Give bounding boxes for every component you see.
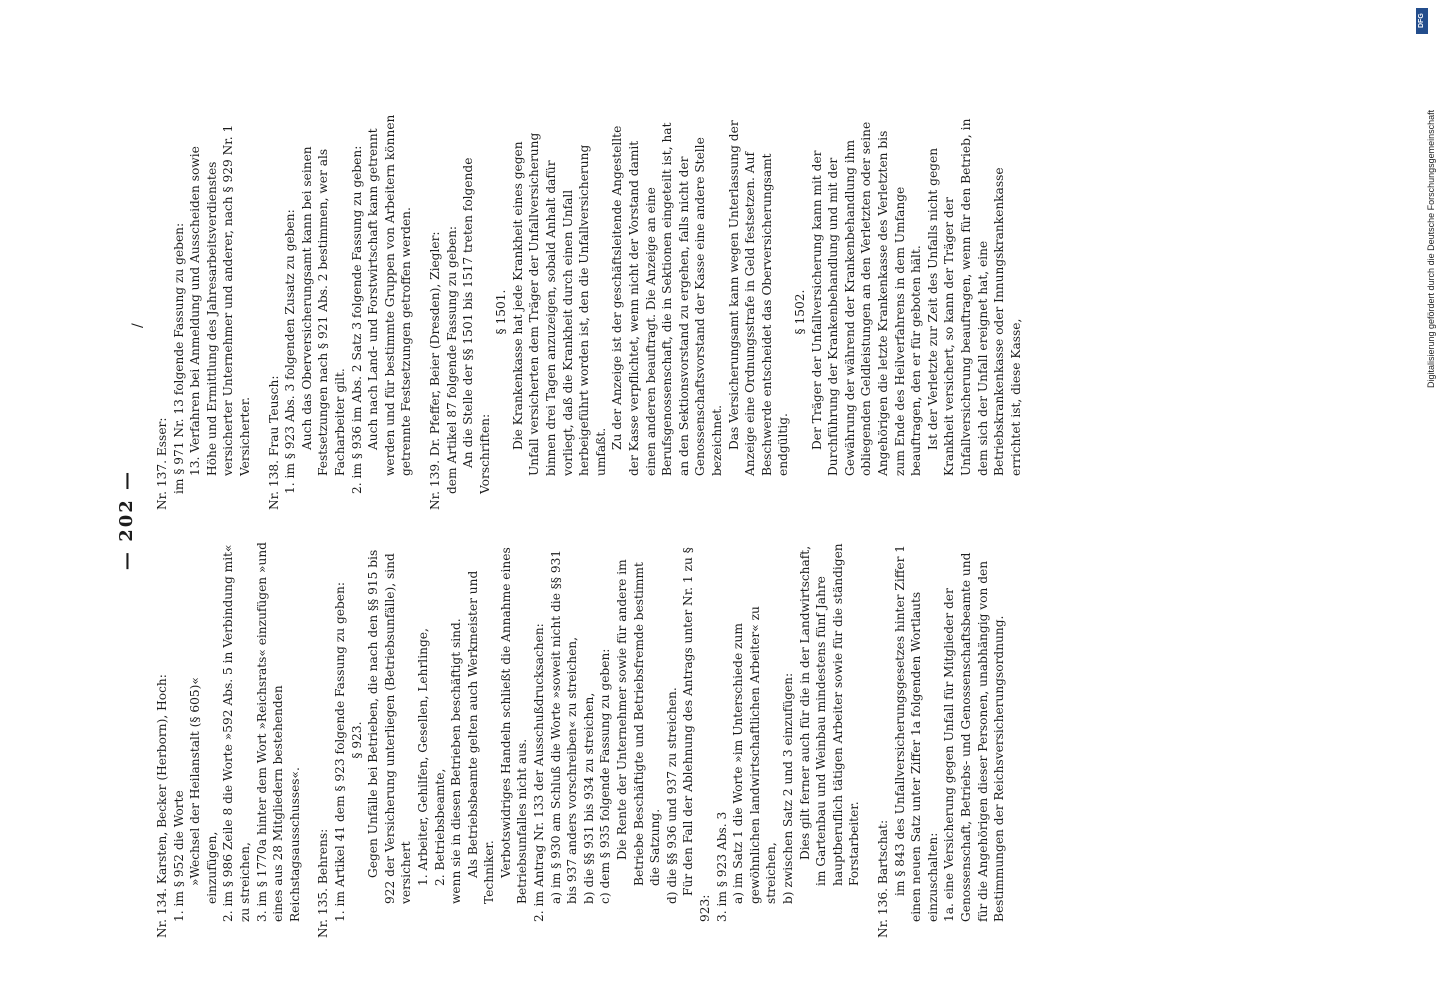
text-paragraph: im § 971 Nr. 13 folgende Fassung zu geben: xyxy=(171,222,186,494)
text-paragraph: 2. im § 936 im Abs. 2 Satz 3 folgende Fassung zu geben: xyxy=(349,145,364,494)
text-paragraph: 1. Arbeiter, Gehilfen, Gesellen, Lehrlinge, xyxy=(415,628,430,886)
digitization-note: Digitalisierung gefördert durch die Deutsche Forschungsgemeinschaft xyxy=(1426,109,1436,388)
text-paragraph: Gegen Unfälle bei Betrieben, die nach den §§ 915 bis 922 der Versicherung unterliegen (Betriebsunfälle), sind versichert xyxy=(366,549,414,904)
text-paragraph: 1. im § 923 Abs. 3 folgenden Zusatz zu geben: xyxy=(283,209,298,494)
text-paragraph: Für den Fall der Ablehnung des Antrags unter Nr. 1 zu § 923: xyxy=(681,547,712,922)
section-heading: § 1501. xyxy=(494,289,509,335)
text-paragraph: 2. im Antrag Nr. 133 der Ausschußdrucksachen: xyxy=(532,623,547,922)
section-heading: § 923. xyxy=(349,721,364,759)
text-paragraph: wenn sie in diesen Betrieben beschäftigt sind. xyxy=(449,618,464,904)
motion-heading: Nr. 137. Esser: xyxy=(155,417,169,510)
text-paragraph: 1. im § 952 die Worte xyxy=(171,790,186,922)
motion-heading: Nr. 138. Frau Teusch: xyxy=(266,375,281,510)
motion-heading: Nr. 134. Karsten, Becker (Herborn), Hoch: xyxy=(155,674,169,938)
text-paragraph: c) dem § 935 folgende Fassung zu geben: xyxy=(598,648,613,904)
motion-heading: Nr. 136. Bartschat: xyxy=(875,819,890,938)
text-paragraph: Auch nach Land- und Forstwirtschaft kann getrennt werden und für bestimmte Gruppen von Arbeitern können getrennte Festsetzungen getroffen werden. xyxy=(366,114,414,476)
stray-mark: / xyxy=(130,323,146,328)
text-paragraph: Das Versicherungsamt kann wegen Unterlassung der Anzeige eine Ordnungsstrafe in Geld festsetzen. Auf Beschwerde entscheidet das Oberversicherungsamt endgültig. xyxy=(726,120,791,476)
section-heading: § 1502. xyxy=(792,289,807,335)
text-paragraph: »Wechsel der Heilanstalt (§ 605)« xyxy=(188,677,203,886)
text-paragraph: Ist der Verletzte zur Zeit des Unfalls nicht gegen Krankheit versichert, so kann der Träger der Unfallversicherung beauftragen, wenn für den Betrieb, in dem sich der Unfall ereignet hat, eine Betriebskrankenkasse oder Innungskrankenkasse errichtet ist, diese Kasse, xyxy=(925,118,1023,476)
text-paragraph: b) die §§ 931 bis 934 zu streichen, xyxy=(581,692,596,904)
text-paragraph: Auch das Oberversicherungsamt kann bei seinen Festsetzungen nach § 921 Abs. 2 bestimmen, wer als Facharbeiter gilt. xyxy=(299,146,347,476)
text-paragraph: 2. Betriebsbeamte, xyxy=(432,768,447,886)
dfg-logo: DFG xyxy=(1416,8,1428,34)
text-paragraph: einzufügen, xyxy=(204,831,219,904)
text-paragraph: b) zwischen Satz 2 und 3 einzufügen: xyxy=(780,672,795,904)
page-number: — 202 — xyxy=(116,469,137,571)
text-paragraph: Die Krankenkasse hat jede Krankheit eines gegen Unfall versicherten dem Träger der Unfallversicherung binnen drei Tagen anzuzeigen, sobald Anhalt dafür vorliegt, daß die Krankheit durch einen Unfall herbeigeführt worden ist, den die Unfallversicherung umfaßt. xyxy=(510,132,608,476)
text-paragraph: a) im § 930 am Schluß die Worte »soweit nicht die §§ 931 bis 937 anders vorschreiben« zu streichen, xyxy=(548,549,580,904)
text-paragraph: Verbotswidriges Handeln schließt die Annahme eines Betriebsunfalles nicht aus. xyxy=(498,547,530,904)
text-paragraph: im § 843 des Unfallversicherungsgesetzes hinter Ziffer 1 einen neuen Satz unter Ziffer 1a folgenden Wortlauts einzuschalten: xyxy=(892,544,940,922)
text-paragraph: d) die §§ 936 und 937 zu streichen. xyxy=(664,687,679,904)
left-column xyxy=(154,542,1008,938)
text-paragraph: 2. im § 986 Zeile 8 die Worte »592 Abs. 5 in Verbindung mit« zu streichen, xyxy=(221,544,252,922)
text-paragraph: Dies gilt ferner auch für die in der Landwirtschaft, im Gartenbau und Weinbau mindestens fünf Jahre hauptberuflich tätigen Arbeiter sowie für die ständigen Forstarbeiter. xyxy=(797,543,862,886)
text-paragraph: An die Stelle der §§ 1501 bis 1517 treten folgende Vorschriften: xyxy=(461,157,492,494)
text-paragraph: 13. Verfahren bei Anmeldung und Ausscheiden sowie Höhe und Ermittlung des Jahresarbeitsverdienstes versicherter Unternehmer und anderer, nach § 929 Nr. 1 Versicherter. xyxy=(188,124,252,476)
text-paragraph: Als Betriebsbeamte gelten auch Werkmeister und Techniker. xyxy=(465,570,497,904)
text-paragraph: a) im Satz 1 die Worte »im Unterschiede zum gewöhnlichen landwirtschaftlichen Arbeiter« zu streichen, xyxy=(731,606,779,904)
motion-heading: Nr. 139. Dr. Pfeffer, Beier (Dresden), Ziegler: xyxy=(427,231,442,510)
document-page xyxy=(110,100,1310,940)
text-paragraph: 1a. eine Versicherung gegen Unfall für Mitglieder der Genossenschaft, Betriebs- und Genossenschaftsbeamte und für die Angehörigen dieser Personen, unabhängig von den Bestimmungen der Reichsversicherungsordnung. xyxy=(942,552,1007,922)
text-paragraph: 3. im § 923 Abs. 3 xyxy=(714,811,729,922)
text-paragraph: Die Rente der Unternehmer sowie für andere im Betriebe Beschäftigte und Betriebsfremde bestimmt die Satzung. xyxy=(615,559,663,886)
text-paragraph: 1. im Artikel 41 dem § 923 folgende Fassung zu geben: xyxy=(332,582,347,922)
digitization-credit xyxy=(1408,8,1436,388)
text-paragraph: dem Artikel 87 folgende Fassung zu geben: xyxy=(444,225,459,494)
text-paragraph: Zu der Anzeige ist der geschäftsleitende Angestellte der Kasse verpflichtet, wenn nicht der Vorstand damit einen anderen beauftragt. Die Anzeige an eine Berufsgenossenschaft, die in Sektionen eingeteilt ist, hat an den Sektionsvorstand zu ergehen, falls nicht der Genossenschaftsvorstand der Kasse eine andere Stelle bezeichnet. xyxy=(610,122,724,476)
motion-heading: Nr. 135. Behrens: xyxy=(316,828,331,938)
text-paragraph: Der Träger der Unfallversicherung kann mit der Durchführung der Krankenbehandlung und mit der Gewährung der während der Krankenbehandlung ihm obliegenden Geldleistungen an den Verletzten oder seine Angehörigen die letzte Krankenkasse des Verletzten bis zum Ende des Heilverfahrens in dem Umfange beauftragen, den er für geboten hält. xyxy=(809,121,924,476)
text-paragraph: 3. im § 1770a hinter dem Wort »Reichsrats« einzufügen »und eines aus 28 Mitgliedern bestehenden Reichstagsausschusses«. xyxy=(254,542,302,922)
right-column xyxy=(154,114,1024,510)
